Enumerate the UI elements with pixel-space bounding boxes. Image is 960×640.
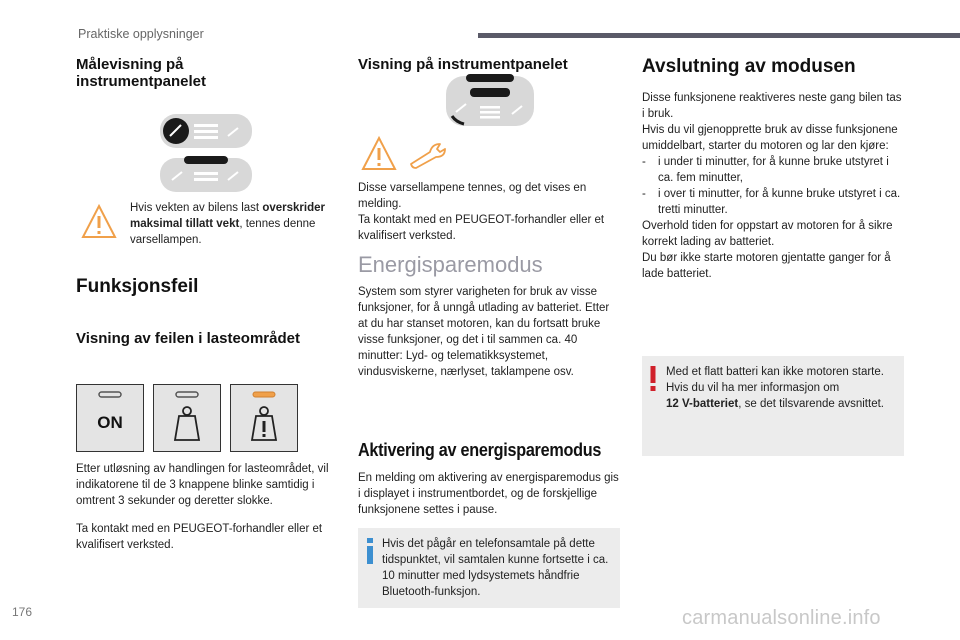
col3-para2: Hvis du vil gjenopprette bruk av disse funksjonene umiddelbart, starter du motoren og lar den kjøre: — [642, 124, 898, 152]
instrument-gauge-illustration — [160, 112, 252, 196]
avslutning-title-wrap — [642, 56, 856, 78]
load-warning-button — [230, 384, 298, 452]
title-energisparemodus: Energisparemodus — [358, 252, 543, 277]
col2-para3: System som styrer varigheten for bruk av visse funksjoner, for å unngå utlading av batteriet. Etter at du har stanset motoren, kan du fortsatt bruke visse funksjoner, og det i til sammen ca. 40 minutter: Lyd- og telematikksystemet, vindusviskerne, nærlyset, taklampene osv. — [358, 286, 610, 378]
col3-body — [642, 90, 906, 282]
instrument-display-illustration — [446, 72, 534, 128]
info-icon — [364, 538, 376, 564]
col2-para4: En melding om aktivering av energisparemodus gis i displayet i instrumentbordet, og de forskjellige funksjonene settes i pause. — [358, 472, 619, 516]
battery-warning-note — [642, 356, 904, 456]
col3-para4: Du bør ikke starte motoren gjentatte ganger for å lade batteriet. — [642, 252, 891, 280]
running-header: Praktiske opplysninger — [78, 27, 204, 41]
col1-paragraphs — [76, 461, 334, 553]
col1-para1: Etter utløsning av handlingen for lasteområdet, vil indikatorene til de 3 knappene blinke samtidig i omtrent 3 sekunder og deretter slokke. — [76, 463, 329, 507]
weight-warning-icon — [231, 385, 297, 451]
watermark: carmanualsonline.info — [682, 607, 881, 629]
info-note — [358, 528, 620, 608]
info-note-text: Hvis det pågår en telefonsamtale på dette tidspunktet, vil samtalen kunne fortsette i ca. 10 minutter med lydsystemets håndfrie Bluetooth-funksjon. — [382, 538, 609, 598]
warning-triangle-icon — [80, 203, 118, 241]
warning-triangle-icon — [360, 135, 398, 173]
energi-title-wrap — [358, 252, 543, 278]
col1-para2: Ta kontakt med en PEUGEOT-forhandler eller et kvalifisert verksted. — [76, 523, 323, 551]
col3-para1: Disse funksjonene reaktiveres neste gang bilen tas i bruk. — [642, 92, 902, 120]
battery-warning-text: Med et flatt batteri kan ikke motoren starte. Hvis du vil ha mer informasjon om 12 V-batteriet, se det tilsvarende avsnittet. — [666, 366, 884, 410]
header-bar — [478, 33, 960, 38]
col3-para3: Overhold tiden for oppstart av motoren for å sikre korrekt lading av batteriet. — [642, 220, 893, 248]
exclamation-icon — [648, 366, 658, 392]
list-item: - i under ti minutter, for å kunne bruke utstyret i ca. fem minutter, — [642, 156, 889, 184]
col-1 — [76, 56, 326, 90]
list-item: - i over ti minutter, for å kunne bruke utstyret i ca. tretti minutter. — [642, 188, 901, 216]
weight-icon — [154, 385, 220, 451]
col2-para2: Ta kontakt med en PEUGEOT-forhandler eller et kvalifisert verksted. — [358, 214, 605, 242]
title-avslutning: Avslutning av modusen — [642, 56, 856, 77]
on-button — [76, 384, 144, 452]
col2-title-wrap — [358, 56, 568, 73]
title-aktivering: Aktivering av energisparemodus — [358, 440, 602, 460]
col2-para4-wrap — [358, 470, 622, 518]
title-visning-instrument: Visning på instrumentpanelet — [358, 56, 568, 73]
funksjonsfeil-title-wrap — [76, 276, 198, 298]
col2-top-paras — [358, 180, 620, 244]
col2-para3-wrap — [358, 284, 622, 380]
load-button — [153, 384, 221, 452]
col2-para1: Disse varsellampene tennes, og det vises en melding. — [358, 182, 587, 210]
lasteomradet-title-wrap — [76, 330, 300, 347]
on-label: ON — [97, 413, 123, 432]
warning-text-weight: Hvis vekten av bilens last overskrider maksimal tillatt vekt, tennes denne varsellampen. — [130, 202, 325, 246]
page-number: 176 — [12, 605, 33, 619]
title-funksjonsfeil: Funksjonsfeil — [76, 276, 199, 297]
wrench-icon — [408, 140, 448, 170]
title-malevisning: Målevisning på instrumentpanelet — [76, 56, 207, 90]
title-visning-feil: Visning av feilen i lasteområdet — [76, 330, 300, 347]
aktivering-title-wrap — [358, 440, 628, 461]
